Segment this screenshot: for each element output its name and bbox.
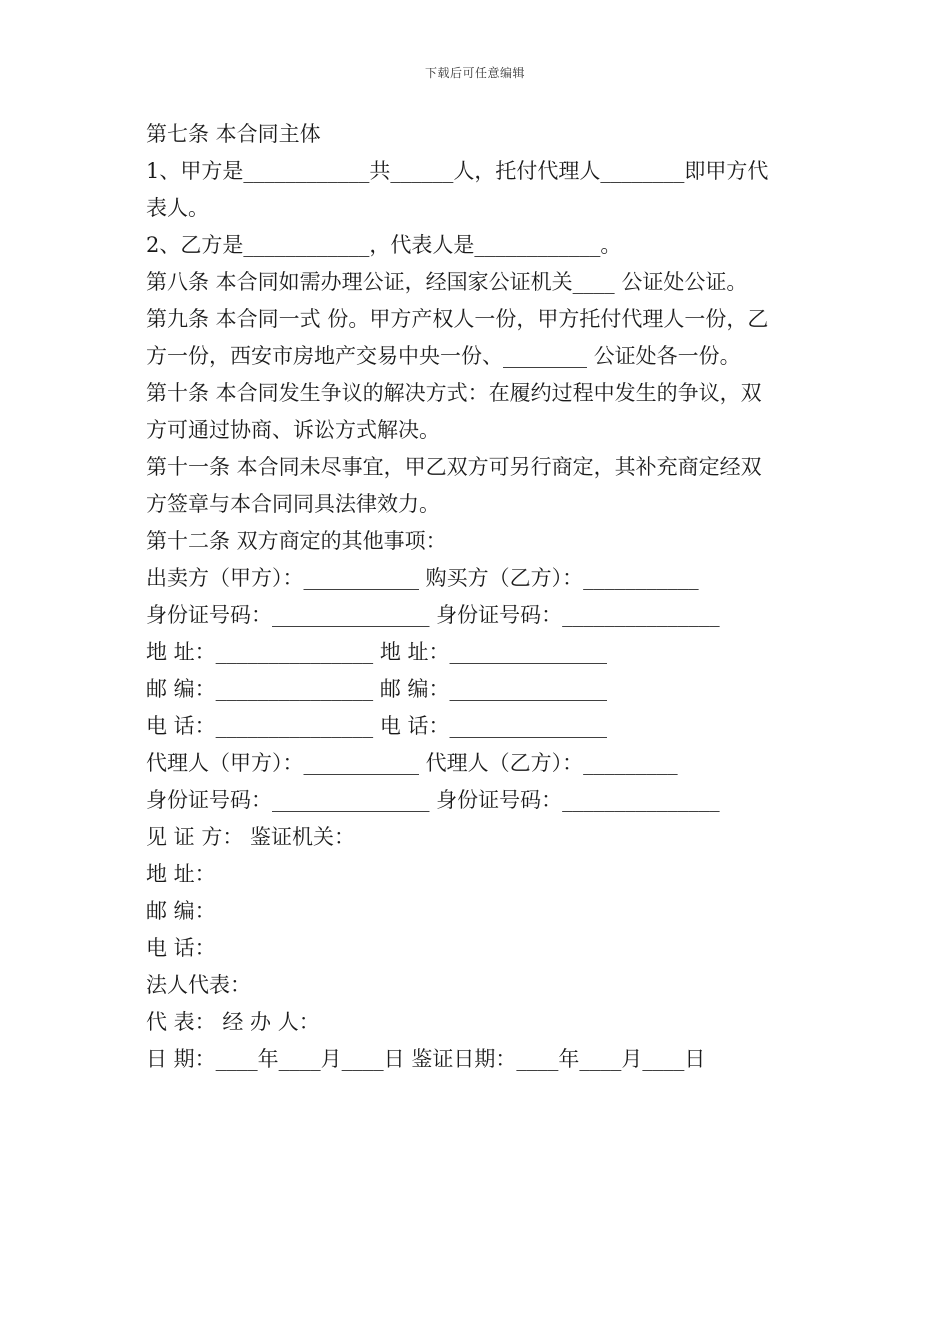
id-number-line: 身份证号码：_______________ 身份证号码：_______________: [146, 603, 720, 627]
postcode-line: 邮 编：_______________ 邮 编：_______________: [146, 677, 608, 701]
article-11: 第十一条 本合同未尽事宜，甲乙双方可另行商定，其补充商定经双: [146, 455, 762, 479]
document-body: [146, 116, 810, 1078]
seller-buyer-line: 出卖方（甲方）：___________ 购买方（乙方）：___________: [146, 566, 699, 590]
article-7-item-1-cont: 表人。: [146, 196, 209, 220]
agent-id-number-line: 身份证号码：_______________ 身份证号码：_______________: [146, 788, 720, 812]
article-9-cont: 方一份，西安市房地产交易中央一份、________ 公证处各一份。: [146, 344, 741, 368]
agent-line: 代理人（甲方）：___________ 代理人（乙方）：_________: [146, 751, 678, 775]
witness-address-line: 地 址：: [146, 862, 216, 886]
witness-line: 见 证 方： 鉴证机关：: [146, 825, 356, 849]
article-8: 第八条 本合同如需办理公证，经国家公证机关____ 公证处公证。: [146, 270, 748, 294]
legal-representative-line: 法人代表：: [146, 973, 251, 997]
article-7-item-1: 1、甲方是____________共______人，托付代理人________即甲方代: [146, 159, 769, 183]
article-9: 第九条 本合同一式 份。甲方产权人一份，甲方托付代理人一份，乙: [146, 307, 769, 331]
witness-postcode-line: 邮 编：: [146, 899, 216, 923]
page-header: 下载后可任意编辑: [424, 66, 525, 80]
article-7-title: 第七条 本合同主体: [146, 122, 321, 146]
article-7-item-2: 2、乙方是____________，代表人是____________。: [146, 233, 622, 257]
representative-handler-line: 代 表： 经 办 人：: [146, 1010, 320, 1034]
address-line: 地 址：_______________ 地 址：_______________: [146, 640, 608, 664]
article-11-cont: 方签章与本合同同具法律效力。: [146, 492, 440, 516]
article-10-cont: 方可通过协商、诉讼方式解决。: [146, 418, 440, 442]
article-12: 第十二条 双方商定的其他事项：: [146, 529, 447, 553]
witness-phone-line: 电 话：: [146, 936, 216, 960]
phone-line: 电 话：_______________ 电 话：_______________: [146, 714, 608, 738]
date-line: 日 期：____年____月____日 鉴证日期：____年____月____日: [146, 1047, 706, 1071]
article-10: 第十条 本合同发生争议的解决方式：在履约过程中发生的争议，双: [146, 381, 762, 405]
